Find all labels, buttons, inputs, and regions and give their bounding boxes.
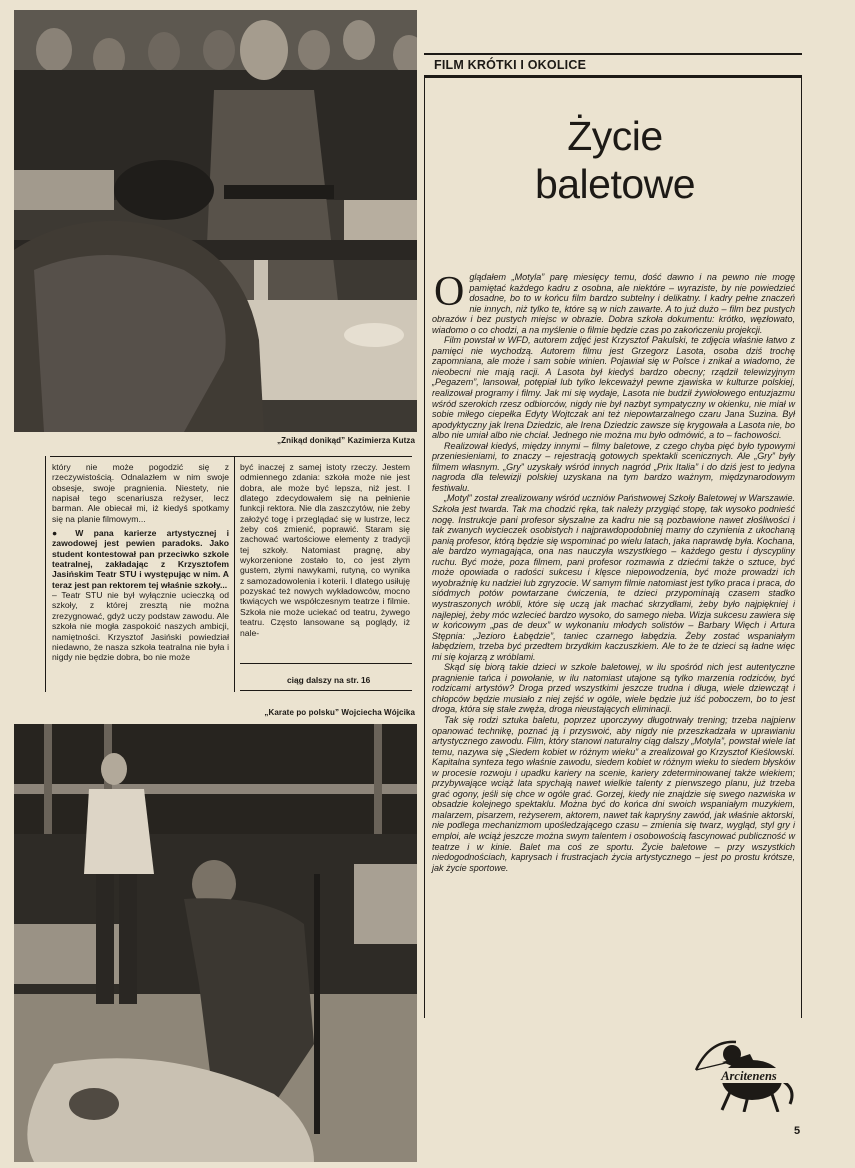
drop-cap: O xyxy=(434,269,465,315)
interview-column-2 xyxy=(240,462,410,638)
interview-paragraph: być inaczej z samej istoty rzeczy. Jestem odmiennego zdania: szkoła może nie jest dobra, ale może być lepsza, niż jest. I dlatego zdecydowałem się na pełnienie funkcji rektora. Nie dla zaszczytów, nie żeby założyć togę i przeglądać się w lustrze, lecz żeby coś zmienić, poprawić. Staram się zachować wartościowe elementy z tradycji tej szkoły. Natomiast pragnę, aby wykorzenione zostało to, co jest złym gustem, złymi nawykami, rutyną, co wynika z samozadowolenia i koterii. I dlatego usiłuję pozyskać też nowych wykładowców, mocno tkwiących we współczesnym teatrze i filmie. Szkoła nie może uciekać od teatru, żywego teatru. Często lansowane są poglądy, iż nale- xyxy=(240,462,410,638)
frame-rule-left xyxy=(424,78,425,1018)
photo-caption-top: „Znikąd donikąd” Kazimierza Kutza xyxy=(277,436,415,445)
page-number: 5 xyxy=(794,1125,801,1137)
film-still-bottom-image xyxy=(14,724,417,1162)
film-still-top xyxy=(14,10,417,432)
article-paragraph: „Motyl” został zrealizowany wśród uczniów Państwowej Szkoły Baletowej w Warszawie. Szkoła jest twarda. Tak ma chodzić ręka, tak należy przygiąć stopę, tak wysoko podnieść nogę. Instrukcje pani profesor słyszalne za kadru nie są pozbawione nawet złośliwości i tak zwanych wycieczek osobistych i najprawdopodobniej mamy do czynienia z ukochaną panią profesor, którą będzie się wspominać po wielu latach, jaka naprawdę była. Kochana, ale bardzo wymagająca, ona nas nauczyła wszystkiego – każdego gestu i dyscypliny ruchu. Być może, poza filmem, pani profesor rozmawia z dziećmi także o sztuce, być może opowiada o radości sukcesu i klęsce niepowodzenia, być może prowadzi ich wyobraźnię ku nadziei lub zgryzocie. W samym filmie natomiast jest tylko praca i praca, do siódmych potów powtarzane ćwiczenia, te dzieci przypominają czasem stadko wystraszonych wróbli, które się uczą jak machać skrzydłami, żeby było najpiękniej i najlepiej, żeby móc wzlecieć bardzo wysoko, do samego nieba. Wizja sukcesu zawiera się w końcowym „pas de deux” w wykonaniu młodych solistów – Barbary Więch i Artura Stępnia: „Jezioro Łabędzie”, taniec czarnego łabędzia. Żeby zostać wspaniałym łabędziem, trzeba być przedtem brzydkim kaczuszkiem. Ale to że te dzieci są ładne więc mi się kojarzą z wróblami. xyxy=(432,493,795,662)
interview-question-text: W pana karierze artystycznej i zawodowej jest pewien paradoks. Jako student kontestował pan przeciwko szkole teatralnej, zakładając z Krzysztofem Jasińskim Teatr STU i występując w nim. A teraz jest pan rektorem tej właśnie szkoły... xyxy=(52,528,229,590)
interview-column-1 xyxy=(52,462,229,663)
bullet-icon: ● xyxy=(52,528,76,539)
interview-paragraph: który nie może pogodzić się z rzeczywistością. Odnalazłem w nim swoje obsesje, swoje pragnienia. Niestety, nie napisał tego scenariusza reżyser, lecz barman. Ale obiecał mi, iż kiedyś spotkamy się na planie filmowym... xyxy=(52,462,229,524)
divider-continued xyxy=(240,663,412,664)
article-paragraph: Skąd się biorą takie dzieci w szkole baletowej, w ilu spośród nich jest autentyczne pragnienie tańca i powołanie, w ilu natomiast utajone są tylko marzenia rodziców, być rodzicami artystów? Droga przed wszystkimi jeszcze trudna i długa, wiele dziewcząt i chłopców będzie musiało z niej zejść w ogóle, wiele będzie już iść poboczem, bo to jest droga, która się stale zwęża, droga nieustających eliminacji. xyxy=(432,662,795,715)
article-title-line-2: baletowe xyxy=(534,161,696,207)
photo-caption-bottom: „Karate po polsku” Wojciecha Wójcika xyxy=(264,708,415,717)
article-paragraph xyxy=(432,269,795,335)
arcitenens-logo xyxy=(692,1034,796,1112)
article-body xyxy=(432,269,796,873)
article-paragraph-text: glądałem „Motyla” parę miesięcy temu, dość dawno i na pewno nie mogę pamiętać każdego kadru z osobna, ale niektóre – wyraziste, by nie powiedzieć dosadne, bo to w końcu film bardzo subtelny i delikatny. I kadry pełne znaczeń nie innych, niż tylko te, które są w nich zawarte. A to już dużo – film bez pustych obrazów i bez pustych miejsc w obrazie. Dobra szkoła dokumentu: krótko, węzłowato, wiadomo o co chodzi, a na myślenie o filmie będzie czas po zakończeniu projekcji. xyxy=(432,272,795,335)
frame-rule-right xyxy=(801,78,802,1018)
archer-icon xyxy=(692,1034,796,1112)
article-title xyxy=(490,112,740,208)
header-rule-bottom xyxy=(424,75,802,78)
section-header: FILM KRÓTKI I OKOLICE xyxy=(434,58,587,72)
column-rule-left xyxy=(45,456,46,692)
film-still-bottom xyxy=(14,724,417,1162)
interview-question xyxy=(52,528,229,590)
interview-paragraph: – Teatr STU nie był wyłącznie ucieczką od szkoły, z której zresztą nie można zrezygnować, gdyż uczy podstaw zawodu. Ale szkoła nie mogła zaspokoić naszych ambicji, namiętności. Krzysztof Jasiński powiedział niedawno, że nasza szkoła teatralna nie była i nigdy nie będzie dobra, bo nie może xyxy=(52,590,229,663)
continued-note: ciąg dalszy na str. 16 xyxy=(287,675,371,685)
film-still-top-image xyxy=(14,10,417,432)
logo-text: Arcitenens xyxy=(721,1069,777,1083)
column-rule-middle xyxy=(234,456,235,692)
divider-bottom xyxy=(240,690,412,691)
article-paragraph: Tak się rodzi sztuka baletu, poprzez uporczywy długotrwały trening; trzeba najpierw opanować technikę, poznać ją i przyswoić, aby nigdy nie przeszkadzała w uprawianiu artystycznego zawodu. Film, który stanowi naturalny ciąg dalszy „Motyla”, powstał wiele lat temu, nazywa się „Siedem kobiet w różnym wieku” a zrealizował go Krzysztof Kieślowski. Kapitalna synteza tego właśnie zawodu, siedem kobiet w różnym wieku to siedem błysków w procesie rozwoju i upadku kariery na scenie, kariery zdeterminowanej także wiekiem; przybywające wciąż lata spychają nawet wielkie talenty z pierwszego planu, już trzeba grać ogony, jeśli się chce w ogóle grać. Gorzej, kiedy nie znajdzie się swego nazwiska w obsadzie kolejnego spektaklu. Można być do końca dni swoich wspaniałym muzykiem, malarzem, pisarzem, reżyserem, aktorem, nawet tak kapryśny zawód, jak właśnie aktorski, nie podlega mechanizmom upośledzającego czasu – zmienia się twarz, wygląd, styl gry i emploi, ale wciąż jeszcze można swym talentem i osobowością fascynować publiczność w teatrze i w kinie. Balet ma coś ze sportu. Życie baletowe – przy wszystkich niedogodnościach, kaprysach i frustracjach życia artystycznego – jest po prostu krótsze, jak życie sportowe. xyxy=(432,714,796,873)
article-paragraph: Realizował kiedyś, między innymi – filmy baletowe, z czego chyba pięć było typowymi przeniesieniami, to znaczy – rejestracją gotowych spektakli scenicznych. Ale „Gry” były filmem własnym. „Gry” uzyskały wśród innych nagród „Prix Italia” i do dziś jest to jedyna nagroda dla telewizji polskiej uzyskana na tym bardzo ważnym, międzynarodowym festiwalu. xyxy=(432,440,795,493)
divider-top xyxy=(50,456,412,457)
article-paragraph: Film powstał w WFD, autorem zdjęć jest Krzysztof Pakulski, te zdjęcia właśnie łatwo z pamięci nie wychodzą. Autorem filmu jest Grzegorz Lasota, osoba dziś trochę zapomniana, ale może i sam sobie winien. Pojawiał się w Polsce i znikał a wiadomo, że nieobecni nie mają racji. A Lasota był kiedyś bardzo obecny; rządził telewizyjnym „Pegazem”, lansował, potępiał lub tylko lekceważył pewne zjawiska w kulturze polskiej, realizował programy i filmy. Jak mi się wydaje, Lasota nie budził żywiołowego entuzjazmu wśród szerokich rzesz odbiorców, nigdy nie był nazbyt sympatyczny w okienku, nie miał w sobie miłego ciepełka Edyty Wojtczak ani też niepowtarzalnego czaru Jana Suzina. Był apodyktyczny jak Irena Dziedzic, ale Irena Dziedzic zawsze się krygowała a Lasota nie, bo albo nie umiał albo nie chciał. Jednego nie można mu było odmówić, a to – fachowości. xyxy=(432,335,795,441)
article-title-line-1: Życie xyxy=(567,113,663,159)
header-rule-top xyxy=(424,53,802,55)
